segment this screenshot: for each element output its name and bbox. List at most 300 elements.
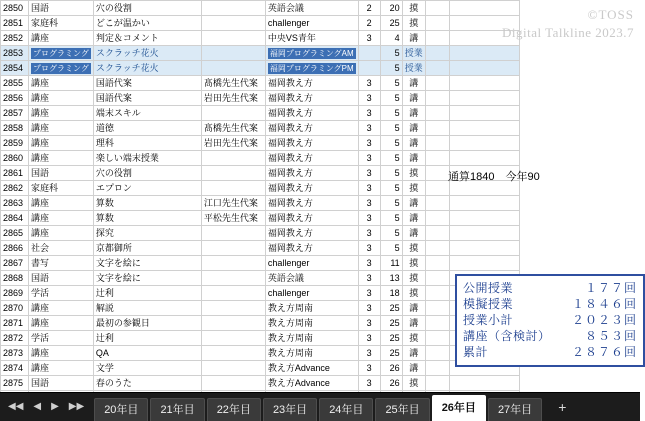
cell-kind[interactable]	[29, 61, 94, 76]
cell-outside	[449, 91, 519, 106]
cell-mark[interactable]: 講	[402, 316, 425, 331]
grid-body	[1, 1, 520, 406]
cell-who[interactable]	[201, 271, 265, 286]
cell-spacer[interactable]	[425, 166, 449, 181]
cell-who[interactable]	[201, 46, 265, 61]
cell-num[interactable]: 3	[358, 136, 380, 151]
cell-count[interactable]: 5	[380, 241, 402, 256]
cell-mark[interactable]: 摸	[402, 181, 425, 196]
cell-who[interactable]	[201, 331, 265, 346]
cell-count[interactable]: 25	[380, 331, 402, 346]
cell-id[interactable]: 2871	[1, 316, 29, 331]
table-row[interactable]	[1, 106, 520, 121]
cell-spacer[interactable]	[425, 181, 449, 196]
cell-kind[interactable]: 学活	[29, 286, 94, 301]
cell-count[interactable]: 13	[380, 271, 402, 286]
cell-kind[interactable]: 講座	[29, 346, 94, 361]
table-row[interactable]	[1, 361, 520, 376]
cell-who[interactable]	[201, 166, 265, 181]
cell-title[interactable]: スクラッチ花火	[93, 61, 201, 76]
cell-count[interactable]: 5	[380, 136, 402, 151]
summary-value: ８５３回	[584, 329, 637, 343]
cell-title[interactable]: 理科	[93, 136, 201, 151]
cell-num[interactable]: 2	[358, 1, 380, 16]
cell-num[interactable]: 2	[358, 16, 380, 31]
cell-id[interactable]: 2867	[1, 256, 29, 271]
cell-count[interactable]: 25	[380, 316, 402, 331]
cell-who[interactable]: 平松先生代案	[201, 211, 265, 226]
cell-outside	[449, 151, 519, 166]
summary-label: 模擬授業	[463, 297, 514, 311]
cell-mark[interactable]: 講	[402, 76, 425, 91]
cell-id[interactable]: 2870	[1, 301, 29, 316]
cell-kind[interactable]: 国語	[29, 271, 94, 286]
cell-who[interactable]	[201, 1, 265, 16]
cell-num[interactable]: 3	[358, 316, 380, 331]
cell-count[interactable]: 5	[380, 196, 402, 211]
sheet-tab-24年目[interactable]: 24年目	[319, 398, 373, 421]
cell-outside	[449, 76, 519, 91]
cell-title[interactable]: スクラッチ花火	[93, 46, 201, 61]
cell-title[interactable]: 国語代案	[93, 91, 201, 106]
table-row[interactable]	[1, 271, 520, 286]
cell-num[interactable]: 3	[358, 181, 380, 196]
cell-mark[interactable]: 講	[402, 196, 425, 211]
cell-kind[interactable]: 講座	[29, 121, 94, 136]
cell-num[interactable]: 3	[358, 271, 380, 286]
cell-who[interactable]	[201, 31, 265, 46]
cell-mark[interactable]: 摸	[402, 1, 425, 16]
cell-mark[interactable]: 講	[402, 361, 425, 376]
table-row[interactable]	[1, 286, 520, 301]
cell-id[interactable]: 2868	[1, 271, 29, 286]
table-row[interactable]	[1, 91, 520, 106]
cell-mark[interactable]: 授業	[402, 61, 425, 76]
cell-kind[interactable]	[29, 46, 94, 61]
cell-count[interactable]: 26	[380, 361, 402, 376]
cell-title[interactable]: 文学	[93, 361, 201, 376]
cell-kind[interactable]: 講座	[29, 151, 94, 166]
cell-count[interactable]: 5	[380, 181, 402, 196]
cell-id[interactable]: 2850	[1, 1, 29, 16]
cell-spacer[interactable]	[425, 256, 449, 271]
cell-num[interactable]: 3	[358, 91, 380, 106]
cell-id[interactable]: 2866	[1, 241, 29, 256]
table-row[interactable]	[1, 121, 520, 136]
table-row[interactable]	[1, 31, 520, 46]
cell-kind[interactable]: 講座	[29, 211, 94, 226]
sheet-tab-22年目[interactable]: 22年目	[207, 398, 261, 421]
cell-kind[interactable]: 講座	[29, 31, 94, 46]
cell-kind[interactable]: 書写	[29, 256, 94, 271]
cell-place[interactable]: 教え方Advance	[265, 376, 358, 391]
cell-count[interactable]: 4	[380, 31, 402, 46]
cell-title[interactable]: 穴の役割	[93, 166, 201, 181]
cell-place[interactable]: 福岡教え方	[265, 121, 358, 136]
cell-mark[interactable]: 講	[402, 226, 425, 241]
cell-spacer[interactable]	[425, 196, 449, 211]
cell-mark[interactable]: 摸	[402, 256, 425, 271]
cell-count[interactable]: 5	[380, 211, 402, 226]
sheet-tab-20年目[interactable]: 20年目	[94, 398, 148, 421]
cell-place[interactable]: 教え方周南	[265, 316, 358, 331]
cell-id[interactable]: 2863	[1, 196, 29, 211]
table-row[interactable]	[1, 76, 520, 91]
cell-title[interactable]: 判定＆コメント	[93, 31, 201, 46]
cell-count[interactable]: 25	[380, 301, 402, 316]
summary-row	[463, 280, 637, 296]
cell-kind[interactable]: 社会	[29, 241, 94, 256]
cell-title[interactable]: 文字を絵に	[93, 256, 201, 271]
cell-who[interactable]: 髙橋先生代案	[201, 76, 265, 91]
cell-id[interactable]: 2874	[1, 361, 29, 376]
next-sheet-icon[interactable]: ▶	[51, 401, 59, 412]
cell-mark[interactable]: 講	[402, 136, 425, 151]
table-row[interactable]	[1, 61, 520, 76]
cell-num[interactable]: 3	[358, 331, 380, 346]
cell-spacer[interactable]	[425, 31, 449, 46]
cell-title[interactable]: 春のうた	[93, 376, 201, 391]
cell-id[interactable]: 2861	[1, 166, 29, 181]
table-row[interactable]	[1, 316, 520, 331]
table-row[interactable]	[1, 166, 520, 181]
cell-who[interactable]	[201, 301, 265, 316]
cell-title[interactable]: 文字を絵に	[93, 271, 201, 286]
cell-outside	[449, 376, 519, 391]
cell-outside	[449, 226, 519, 241]
cell-id[interactable]: 2851	[1, 16, 29, 31]
cell-mark[interactable]: 講	[402, 91, 425, 106]
cell-spacer[interactable]	[425, 61, 449, 76]
table-row[interactable]	[1, 256, 520, 271]
cell-mark[interactable]: 摸	[402, 286, 425, 301]
cell-who[interactable]	[201, 256, 265, 271]
cell-title[interactable]: 辻利	[93, 331, 201, 346]
cell-num[interactable]: 3	[358, 256, 380, 271]
cell-num[interactable]: 3	[358, 106, 380, 121]
cell-title[interactable]: 最初の参観日	[93, 316, 201, 331]
sheet-tab-21年目[interactable]: 21年目	[150, 398, 204, 421]
cell-place[interactable]: 教え方周南	[265, 331, 358, 346]
cell-spacer[interactable]	[425, 286, 449, 301]
cell-place[interactable]: 教え方周南	[265, 346, 358, 361]
cell-place[interactable]: 福岡教え方	[265, 196, 358, 211]
cell-mark[interactable]: 講	[402, 211, 425, 226]
cell-place[interactable]: 中央VS青年	[265, 31, 358, 46]
cell-kind[interactable]: 家庭科	[29, 181, 94, 196]
cell-title[interactable]: QA	[93, 346, 201, 361]
cell-kind[interactable]: 講座	[29, 106, 94, 121]
cell-id[interactable]: 2859	[1, 136, 29, 151]
cell-count[interactable]: 18	[380, 286, 402, 301]
cell-spacer[interactable]	[425, 16, 449, 31]
cell-num[interactable]: 3	[358, 346, 380, 361]
cell-mark[interactable]: 講	[402, 106, 425, 121]
cell-who[interactable]	[201, 361, 265, 376]
sheet-tab-25年目[interactable]: 25年目	[375, 398, 429, 421]
cell-mark[interactable]: 講	[402, 121, 425, 136]
table-row[interactable]	[1, 211, 520, 226]
sheet-tab-bar[interactable]	[0, 392, 640, 421]
cell-place[interactable]	[265, 61, 358, 76]
cell-place[interactable]: 福岡教え方	[265, 151, 358, 166]
cell-num[interactable]: 3	[358, 151, 380, 166]
cell-id[interactable]: 2857	[1, 106, 29, 121]
cell-spacer[interactable]	[425, 316, 449, 331]
summary-label: 講座（含検討）	[463, 329, 551, 343]
sheet-tab-26年目[interactable]: 26年目	[432, 395, 486, 421]
summary-rows	[463, 280, 637, 360]
cell-place[interactable]: 福岡教え方	[265, 226, 358, 241]
cell-place[interactable]: 福岡教え方	[265, 91, 358, 106]
cell-id[interactable]: 2864	[1, 211, 29, 226]
cell-title[interactable]: 楽しい端末授業	[93, 151, 201, 166]
cell-mark[interactable]: 授業	[402, 46, 425, 61]
cell-place[interactable]: 福岡教え方	[265, 136, 358, 151]
table-row[interactable]	[1, 181, 520, 196]
cell-place-badge: 福岡プログラミングPM	[269, 63, 354, 73]
cell-spacer[interactable]	[425, 346, 449, 361]
cell-id[interactable]: 2854	[1, 61, 29, 76]
cell-spacer[interactable]	[425, 331, 449, 346]
cell-who[interactable]	[201, 61, 265, 76]
cell-kind[interactable]: 家庭科	[29, 16, 94, 31]
cell-title[interactable]: 辻利	[93, 286, 201, 301]
cell-who[interactable]	[201, 346, 265, 361]
cell-outside	[449, 46, 519, 61]
cell-who[interactable]: 岩田先生代案	[201, 91, 265, 106]
cell-spacer[interactable]	[425, 106, 449, 121]
cell-id[interactable]: 2855	[1, 76, 29, 91]
sheet-tabs[interactable]	[94, 393, 544, 421]
cell-kind[interactable]: 国語	[29, 1, 94, 16]
sheet-nav-arrows[interactable]	[0, 402, 94, 412]
cell-title[interactable]: 国語代案	[93, 76, 201, 91]
cell-place[interactable]	[265, 46, 358, 61]
cell-who[interactable]	[201, 316, 265, 331]
cell-title[interactable]: 京都御所	[93, 241, 201, 256]
cell-id[interactable]: 2865	[1, 226, 29, 241]
table-row[interactable]	[1, 301, 520, 316]
cell-id[interactable]: 2860	[1, 151, 29, 166]
cell-mark[interactable]: 摸	[402, 241, 425, 256]
cell-count[interactable]: 25	[380, 16, 402, 31]
cell-kind-badge: プログラミング	[33, 63, 89, 73]
cell-place[interactable]: 英語会議	[265, 271, 358, 286]
cell-title[interactable]: どこが温かい	[93, 16, 201, 31]
summary-value: ２８７６回	[571, 345, 637, 359]
cell-num[interactable]: 3	[358, 196, 380, 211]
cell-place[interactable]: challenger	[265, 256, 358, 271]
cell-count[interactable]: 5	[380, 91, 402, 106]
cell-kind[interactable]: 国語	[29, 376, 94, 391]
cell-mark[interactable]: 摸	[402, 271, 425, 286]
cell-count[interactable]: 5	[380, 76, 402, 91]
cell-id[interactable]: 2862	[1, 181, 29, 196]
cell-num[interactable]: 3	[358, 376, 380, 391]
cell-mark[interactable]: 講	[402, 151, 425, 166]
last-sheet-icon[interactable]: ▶▶	[68, 401, 85, 412]
cell-kind[interactable]: 学活	[29, 331, 94, 346]
cell-num[interactable]: 3	[358, 286, 380, 301]
cell-place[interactable]: 福岡教え方	[265, 106, 358, 121]
cell-who[interactable]	[201, 226, 265, 241]
cell-num[interactable]	[358, 61, 380, 76]
summary-row	[463, 328, 637, 344]
cell-place[interactable]: challenger	[265, 16, 358, 31]
cell-count[interactable]: 5	[380, 61, 402, 76]
cell-count[interactable]: 5	[380, 166, 402, 181]
cell-num[interactable]: 3	[358, 76, 380, 91]
cell-title[interactable]: 解説	[93, 301, 201, 316]
cell-title[interactable]: 算数	[93, 211, 201, 226]
cell-id[interactable]: 2873	[1, 346, 29, 361]
cell-kind[interactable]: 講座	[29, 91, 94, 106]
table-row[interactable]	[1, 46, 520, 61]
cell-num[interactable]: 3	[358, 301, 380, 316]
table-row[interactable]	[1, 151, 520, 166]
cell-kind[interactable]: 講座	[29, 361, 94, 376]
cell-spacer[interactable]	[425, 226, 449, 241]
cell-spacer[interactable]	[425, 46, 449, 61]
cell-num[interactable]	[358, 46, 380, 61]
table-row[interactable]	[1, 346, 520, 361]
cell-spacer[interactable]	[425, 271, 449, 286]
summary-label: 公開授業	[463, 281, 514, 295]
cell-num[interactable]: 3	[358, 31, 380, 46]
cell-kind[interactable]: 国語	[29, 166, 94, 181]
cell-kind[interactable]: 講座	[29, 196, 94, 211]
cell-outside	[449, 256, 519, 271]
table-row[interactable]	[1, 226, 520, 241]
cell-who[interactable]	[201, 181, 265, 196]
cell-who[interactable]: 岩田先生代案	[201, 136, 265, 151]
cell-title[interactable]: 穴の役割	[93, 1, 201, 16]
cell-id[interactable]: 2872	[1, 331, 29, 346]
sheet-tab-27年目[interactable]: 27年目	[488, 398, 542, 421]
cell-who[interactable]	[201, 241, 265, 256]
cell-title[interactable]: 端末スキル	[93, 106, 201, 121]
cell-mark[interactable]: 摸	[402, 331, 425, 346]
cell-count[interactable]: 20	[380, 1, 402, 16]
cell-who[interactable]: 江口先生代案	[201, 196, 265, 211]
cell-place[interactable]: 福岡教え方	[265, 166, 358, 181]
cell-place[interactable]: 教え方Advance	[265, 361, 358, 376]
cell-spacer[interactable]	[425, 76, 449, 91]
cell-count[interactable]: 5	[380, 46, 402, 61]
summary-value: １８４６回	[571, 297, 637, 311]
cell-who[interactable]	[201, 16, 265, 31]
cell-spacer[interactable]	[425, 91, 449, 106]
cell-num[interactable]: 3	[358, 211, 380, 226]
watermark-line-2: Digital Talkline 2023.7	[501, 24, 634, 40]
table-row[interactable]	[1, 1, 520, 16]
cell-spacer[interactable]	[425, 361, 449, 376]
cell-count[interactable]: 26	[380, 376, 402, 391]
cell-id[interactable]: 2875	[1, 376, 29, 391]
cell-outside	[449, 211, 519, 226]
first-sheet-icon[interactable]: ◀◀	[8, 401, 24, 412]
cell-count[interactable]: 5	[380, 226, 402, 241]
cell-num[interactable]: 3	[358, 241, 380, 256]
cell-mark[interactable]: 摸	[402, 376, 425, 391]
cell-place[interactable]: 教え方周南	[265, 301, 358, 316]
cell-title[interactable]: 算数	[93, 196, 201, 211]
cell-spacer[interactable]	[425, 121, 449, 136]
cell-mark[interactable]: 講	[402, 301, 425, 316]
cell-count[interactable]: 25	[380, 346, 402, 361]
cell-id[interactable]: 2869	[1, 286, 29, 301]
cell-who[interactable]	[201, 106, 265, 121]
cell-id[interactable]: 2856	[1, 91, 29, 106]
cell-kind[interactable]: 講座	[29, 76, 94, 91]
cell-title[interactable]: 道徳	[93, 121, 201, 136]
cell-mark[interactable]: 摸	[402, 166, 425, 181]
cell-place[interactable]: 福岡教え方	[265, 211, 358, 226]
cell-place[interactable]: 福岡教え方	[265, 181, 358, 196]
cell-place[interactable]: challenger	[265, 286, 358, 301]
cell-id[interactable]: 2852	[1, 31, 29, 46]
cell-num[interactable]: 3	[358, 226, 380, 241]
cell-kind[interactable]: 講座	[29, 316, 94, 331]
cell-count[interactable]: 5	[380, 151, 402, 166]
cell-place[interactable]: 福岡教え方	[265, 76, 358, 91]
cell-who[interactable]	[201, 286, 265, 301]
cell-count[interactable]: 5	[380, 121, 402, 136]
cell-kind[interactable]: 講座	[29, 226, 94, 241]
prev-sheet-icon[interactable]: ◀	[33, 401, 42, 412]
table-row[interactable]	[1, 196, 520, 211]
cell-mark[interactable]: 摸	[402, 16, 425, 31]
cell-spacer[interactable]	[425, 301, 449, 316]
cell-title[interactable]: 探究	[93, 226, 201, 241]
cell-who[interactable]	[201, 376, 265, 391]
cell-id[interactable]: 2858	[1, 121, 29, 136]
cell-num[interactable]: 3	[358, 166, 380, 181]
table-row[interactable]	[1, 241, 520, 256]
cell-mark[interactable]: 講	[402, 346, 425, 361]
table-row[interactable]	[1, 331, 520, 346]
watermark	[502, 6, 634, 41]
cell-place[interactable]: 福岡教え方	[265, 241, 358, 256]
cell-place[interactable]: 英語会議	[265, 1, 358, 16]
table-row[interactable]	[1, 136, 520, 151]
cell-spacer[interactable]	[425, 376, 449, 391]
cell-num[interactable]: 3	[358, 121, 380, 136]
cell-spacer[interactable]	[425, 151, 449, 166]
cell-who[interactable]: 髙橋先生代案	[201, 121, 265, 136]
sheet-tab-23年目[interactable]: 23年目	[263, 398, 317, 421]
cell-spacer[interactable]	[425, 1, 449, 16]
cell-spacer[interactable]	[425, 241, 449, 256]
cell-count[interactable]: 11	[380, 256, 402, 271]
summary-row	[463, 312, 637, 328]
cell-mark[interactable]: 講	[402, 31, 425, 46]
cell-who[interactable]	[201, 151, 265, 166]
cell-kind[interactable]: 講座	[29, 136, 94, 151]
cell-num[interactable]: 3	[358, 361, 380, 376]
cell-spacer[interactable]	[425, 136, 449, 151]
cell-id[interactable]: 2853	[1, 46, 29, 61]
cell-count[interactable]: 5	[380, 106, 402, 121]
add-sheet-button[interactable]: +	[558, 399, 567, 415]
cell-kind[interactable]: 講座	[29, 301, 94, 316]
table-row[interactable]	[1, 16, 520, 31]
cell-spacer[interactable]	[425, 211, 449, 226]
summary-label: 授業小計	[463, 313, 514, 327]
table-row[interactable]	[1, 376, 520, 391]
cell-title[interactable]: エプロン	[93, 181, 201, 196]
